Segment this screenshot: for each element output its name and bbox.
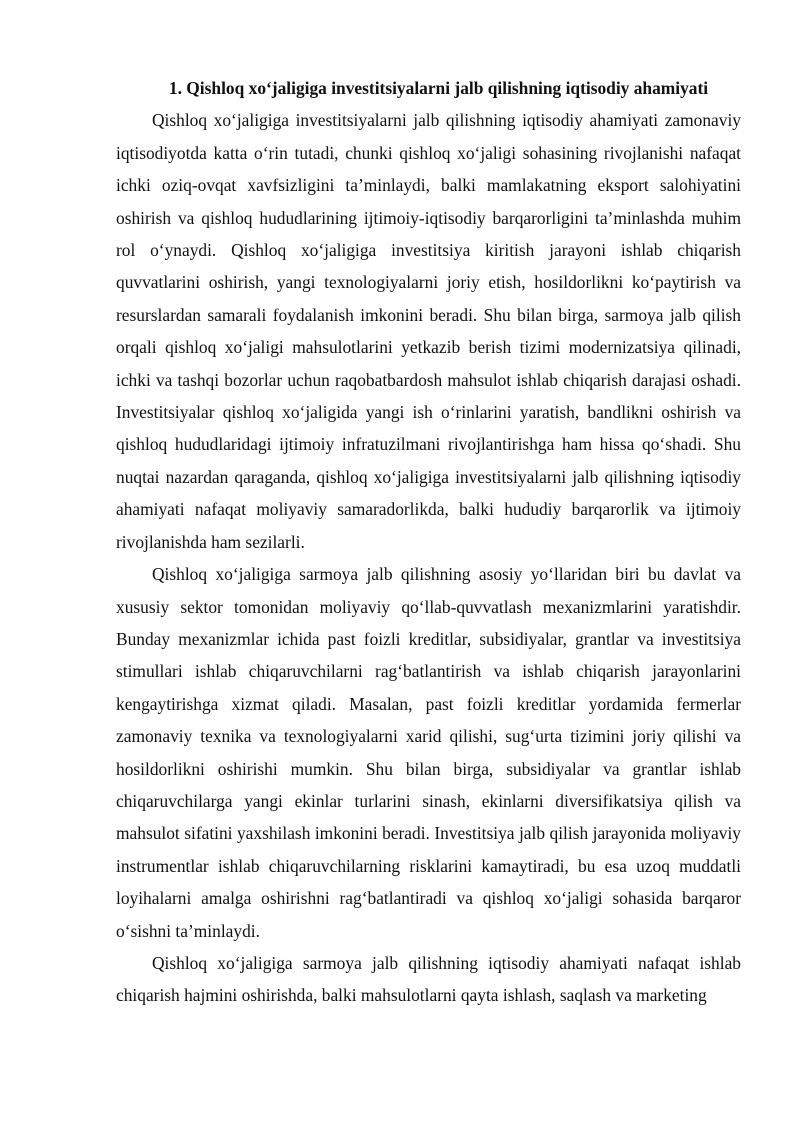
- paragraph-2: Qishloq xo‘jaligiga sarmoya jalb qilishning asosiy yo‘llaridan biri bu davlat va xususiy sektor tomonidan moliyaviy qo‘llab-quvvatlash mexanizmlarini yaratishdir. Bunday mexanizmlar ichida past foizli kreditlar, subsidiyalar, grantlar va investitsiya stimullari ishlab chiqaruvchilarni rag‘batlantirish va ishlab chiqarish jarayonlarini kengaytirishga xizmat qiladi. Masalan, past foizli kreditlar yordamida fermerlar zamonaviy texnika va texnologiyalarni xarid qilishi, sug‘urta tizimini joriy qilishi va hosildorlikni oshirishi mumkin. Shu bilan birga, subsidiyalar va grantlar ishlab chiqaruvchilarga yangi ekinlar turlarini sinash, ekinlarni diversifikatsiya qilish va mahsulot sifatini yaxshilash imkonini beradi. Investitsiya jalb qilish jarayonida moliyaviy instrumentlar ishlab chiqaruvchilarning risklarini kamaytiradi, bu esa uzoq muddatli loyihalarni amalga oshirishni rag‘batlantiradi va qishloq xo‘jaligi sohasida barqaror o‘sishni ta’minlaydi.: [116, 564, 741, 941]
- document-body: [116, 72, 741, 1012]
- paragraph-3: Qishloq xo‘jaligiga sarmoya jalb qilishning iqtisodiy ahamiyati nafaqat ishlab chiqarish hajmini oshirishda, balki mahsulotlarni qayta ishlash, saqlash va marketing: [116, 952, 741, 1006]
- paragraph-1: Qishloq xo‘jaligiga investitsiyalarni jalb qilishning iqtisodiy ahamiyati zamonaviy iqtisodiyotda katta o‘rin tutadi, chunki qishloq xo‘jaligi sohasining rivojlanishi nafaqat ichki oziq-ovqat xavfsizligini ta’minlaydi, balki mamlakatning eksport salohiyatini oshirish va qishloq hududlarining ijtimoiy-iqtisodiy barqarorligini ta’minlashda muhim rol o‘ynaydi. Qishloq xo‘jaligiga investitsiya kiritish jarayoni ishlab chiqarish quvvatlarini oshirish, yangi texnologiyalarni joriy etish, hosildorlikni ko‘paytirish va resurslardan samarali foydalanish imkonini beradi. Shu bilan birga, sarmoya jalb qilish orqali qishloq xo‘jaligi mahsulotlarini yetkazib berish tizimi modernizatsiya qilinadi, ichki va tashqi bozorlar uchun raqobatbardosh mahsulot ishlab chiqarish darajasi oshadi. Investitsiyalar qishloq xo‘jaligida yangi ish o‘rinlarini yaratish, bandlikni oshirish va qishloq hududlaridagi ijtimoiy infratuzilmani rivojlantirishga ham hissa qo‘shadi. Shu nuqtai nazardan qaraganda, qishloq xo‘jaligiga investitsiyalarni jalb qilishning iqtisodiy ahamiyati nafaqat moliyaviy samaradorlikda, balki hududiy barqarorlik va ijtimoiy rivojlanishda ham sezilarli.: [116, 110, 741, 552]
- section-heading: 1. Qishloq xo‘jaligiga investitsiyalarni jalb qilishning iqtisodiy ahamiyati: [168, 78, 709, 98]
